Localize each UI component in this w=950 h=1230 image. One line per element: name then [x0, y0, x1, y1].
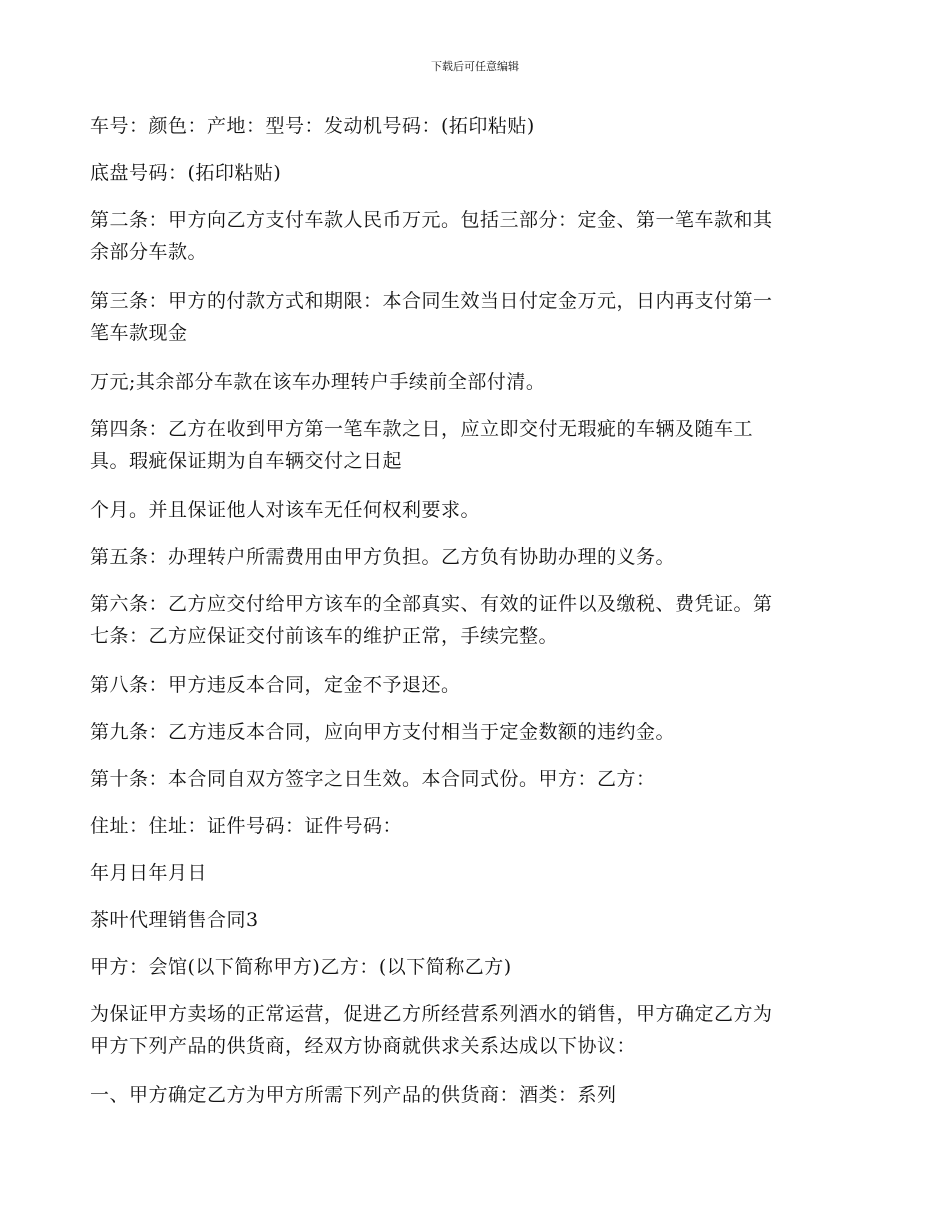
paragraph-date — [90, 857, 855, 889]
paragraph-parties — [90, 951, 855, 983]
text-line: 第四条：乙方在收到甲方第一笔车款之日，应立即交付无瑕疵的车辆及随车工 — [90, 418, 754, 440]
text-line: 第十条：本合同自双方签字之日生效。本合同式份。甲方：乙方： — [90, 768, 656, 790]
page-header: 下载后可任意编辑 — [431, 60, 519, 73]
text-line: 住址：住址：证件号码：证件号码： — [90, 815, 403, 837]
text-line: 茶叶代理销售合同3 — [90, 909, 259, 931]
text-line: 具。瑕疵保证期为自车辆交付之日起 — [90, 450, 403, 472]
paragraph-article-5 — [90, 541, 855, 573]
paragraph-article-8 — [90, 669, 855, 701]
text-line: 第六条：乙方应交付给甲方该车的全部真实、有效的证件以及缴税、费凭证。第 — [90, 593, 773, 615]
text-line: 个月。并且保证他人对该车无任何权利要求。 — [90, 499, 481, 521]
text-line: 万元;其余部分车款在该车办理转户手续前全部付清。 — [90, 371, 546, 393]
text-line: 为保证甲方卖场的正常运营，促进乙方所经营系列酒水的销售，甲方确定乙方为 — [90, 1003, 773, 1025]
paragraph-chassis-number — [90, 157, 855, 189]
paragraph-article-4 — [90, 413, 855, 477]
paragraph-address — [90, 810, 855, 842]
text-line: 第八条：甲方违反本合同，定金不予退还。 — [90, 674, 461, 696]
paragraph-purpose — [90, 998, 855, 1062]
paragraph-article-2 — [90, 204, 855, 268]
paragraph-article-6-7 — [90, 588, 855, 652]
paragraph-warranty-months — [90, 494, 855, 526]
text-line: 甲方下列产品的供货商，经双方协商就供求关系达成以下协议： — [90, 1035, 637, 1057]
paragraph-vehicle-info — [90, 110, 855, 142]
text-line: 笔车款现金 — [90, 322, 188, 344]
text-line: 第二条：甲方向乙方支付车款人民币万元。包括三部分：定金、第一笔车款和其 — [90, 209, 773, 231]
text-line: 车号：颜色：产地：型号：发动机号码：(拓印粘贴) — [90, 115, 535, 137]
text-line: 甲方：会馆(以下简称甲方)乙方：(以下简称乙方) — [90, 956, 512, 978]
text-line: 七条：乙方应保证交付前该车的维护正常，手续完整。 — [90, 625, 559, 647]
paragraph-remaining-payment — [90, 366, 855, 398]
section-title — [90, 904, 855, 936]
text-line: 底盘号码：(拓印粘贴) — [90, 162, 282, 184]
paragraph-article-3 — [90, 285, 855, 349]
text-line: 年月日年月日 — [90, 862, 208, 884]
text-line: 第五条：办理转户所需费用由甲方负担。乙方负有协助办理的义务。 — [90, 546, 676, 568]
text-line: 第九条：乙方违反本合同，应向甲方支付相当于定金数额的违约金。 — [90, 721, 676, 743]
paragraph-article-10 — [90, 763, 855, 795]
text-line: 第三条：甲方的付款方式和期限：本合同生效当日付定金万元，日内再支付第一 — [90, 290, 773, 312]
text-line: 余部分车款。 — [90, 241, 208, 263]
text-line: 一、甲方确定乙方为甲方所需下列产品的供货商：酒类：系列 — [90, 1084, 617, 1106]
paragraph-article-9 — [90, 716, 855, 748]
paragraph-clause-1 — [90, 1079, 855, 1111]
